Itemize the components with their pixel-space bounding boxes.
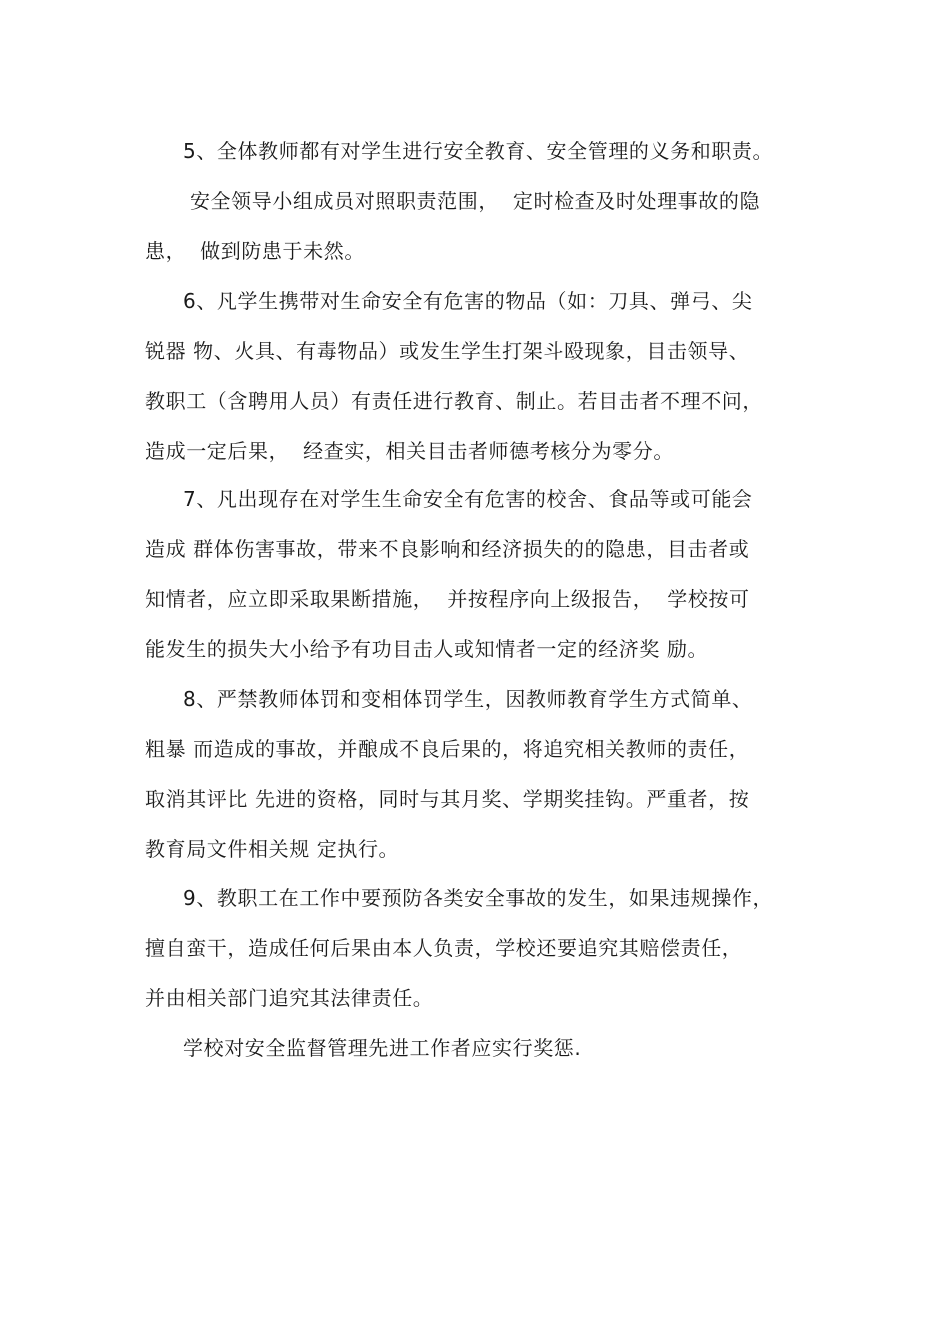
text-line: 造成 群体伤害事故，带来不良影响和经济损失的的隐患，目击者或	[145, 537, 750, 561]
text-line: 5、全体教师都有对学生进行安全教育、安全管理的义务和职责。	[183, 139, 774, 163]
text-line: 取消其评比 先进的资格，同时与其月奖、学期奖挂钩。严重者，按	[145, 787, 750, 811]
text-line: 8、严禁教师体罚和变相体罚学生，因教师教育学生方式简单、	[183, 687, 753, 711]
text-line: 7、凡出现存在对学生生命安全有危害的校舍、食品等或可能会	[183, 487, 753, 511]
text-line: 9、教职工在工作中要预防各类安全事故的发生，如果违规操作，	[183, 886, 774, 910]
text-line: 教职工（含聘用人员）有责任进行教育、制止。若目击者不理不问，	[145, 389, 763, 413]
text-line: 患， 做到防患于未然。	[145, 239, 365, 263]
text-line: 能发生的损失大小给予有功目击人或知情者一定的经济奖 励。	[145, 637, 709, 661]
text-line: 擅自蛮干，造成任何后果由本人负责，学校还要追究其赔偿责任，	[145, 936, 743, 960]
text-line: 教育局文件相关规 定执行。	[145, 837, 400, 861]
text-line: 造成一定后果， 经查实，相关目击者师德考核分为零分。	[145, 439, 674, 463]
text-line: 知情者，应立即采取果断措施， 并按程序向上级报告， 学校按可	[145, 587, 750, 611]
text-line: 锐器 物、火具、有毒物品）或发生学生打架斗殴现象，目击领导、	[145, 339, 750, 363]
text-line: 6、凡学生携带对生命安全有危害的物品（如：刀具、弹弓、尖	[183, 289, 753, 313]
text-line: 学校对安全监督管理先进工作者应实行奖惩.	[183, 1036, 582, 1060]
text-line: 并由相关部门追究其法律责任。	[145, 986, 434, 1010]
text-line: 粗暴 而造成的事故，并酿成不良后果的，将追究相关教师的责任，	[145, 737, 750, 761]
text-line: 安全领导小组成员对照职责范围， 定时检查及时处理事故的隐	[183, 189, 761, 213]
